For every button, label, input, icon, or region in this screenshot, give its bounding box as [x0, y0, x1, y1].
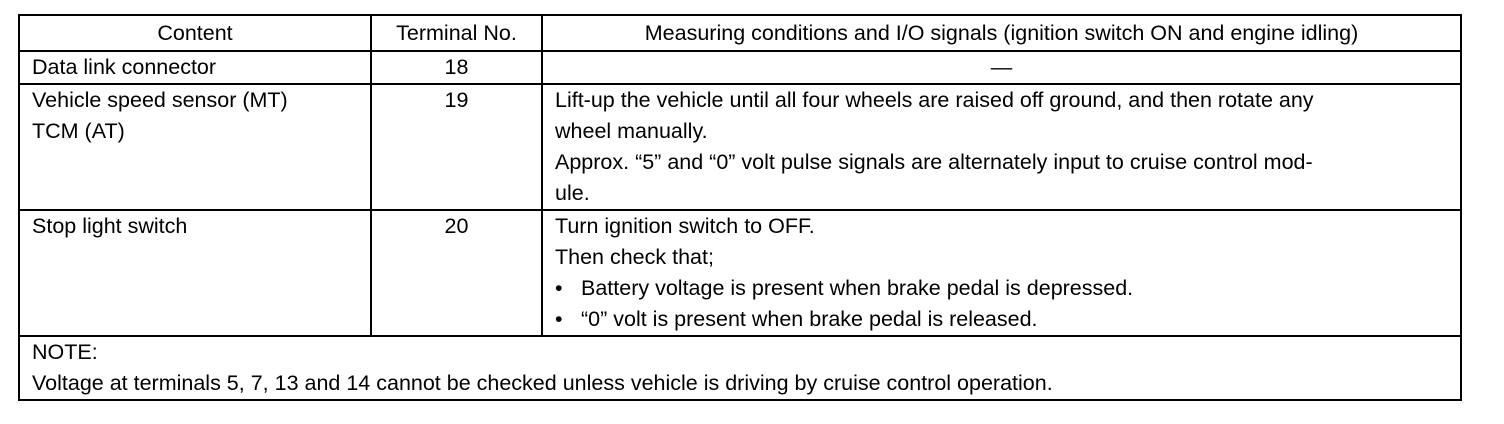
- bullet-item: [555, 273, 1448, 304]
- content-cell: [19, 84, 371, 210]
- note-title: NOTE:: [32, 340, 98, 364]
- conditions-text: Turn ignition switch to OFF.: [555, 214, 815, 238]
- header-terminal-no: Terminal No.: [371, 15, 542, 51]
- bullet-item: [555, 304, 1448, 335]
- terminal-spec-table: [18, 14, 1462, 401]
- conditions-text: wheel manually.: [555, 119, 708, 143]
- bullet-text: Battery voltage is present when brake pedal is depressed.: [581, 276, 1134, 300]
- note-text: Voltage at terminals 5, 7, 13 and 14 cannot be checked unless vehicle is driving by cruise control operation.: [32, 371, 1053, 395]
- note-row: [19, 336, 1461, 400]
- conditions-cell: [542, 210, 1461, 336]
- terminal-cell: 18: [371, 51, 542, 84]
- terminal-cell: 19: [371, 84, 542, 210]
- content-text: Vehicle speed sensor (MT): [32, 88, 288, 112]
- conditions-text: Approx. “5” and “0” volt pulse signals are alternately input to cruise control mod-: [555, 150, 1313, 174]
- conditions-text: —: [990, 55, 1013, 79]
- bullet-icon: •: [555, 307, 563, 331]
- table-row: [19, 84, 1461, 210]
- conditions-cell: [542, 84, 1461, 210]
- table-row: [19, 51, 1461, 84]
- header-content: Content: [19, 15, 371, 51]
- header-measuring-conditions: Measuring conditions and I/O signals (ignition switch ON and engine idling): [542, 15, 1461, 51]
- note-cell: [19, 336, 1461, 400]
- content-text: Stop light switch: [32, 214, 188, 238]
- conditions-cell: [542, 51, 1461, 84]
- content-text: Data link connector: [32, 55, 217, 79]
- conditions-text: Then check that;: [555, 245, 714, 269]
- conditions-text: Lift-up the vehicle until all four wheels are raised off ground, and then rotate any: [555, 88, 1314, 112]
- content-cell: [19, 210, 371, 336]
- table-header-row: [19, 15, 1461, 51]
- table-row: [19, 210, 1461, 336]
- content-text: TCM (AT): [32, 119, 125, 143]
- conditions-text: ule.: [555, 181, 590, 205]
- content-cell: [19, 51, 371, 84]
- bullet-icon: •: [555, 276, 563, 300]
- bullet-text: “0” volt is present when brake pedal is released.: [581, 307, 1038, 331]
- terminal-cell: 20: [371, 210, 542, 336]
